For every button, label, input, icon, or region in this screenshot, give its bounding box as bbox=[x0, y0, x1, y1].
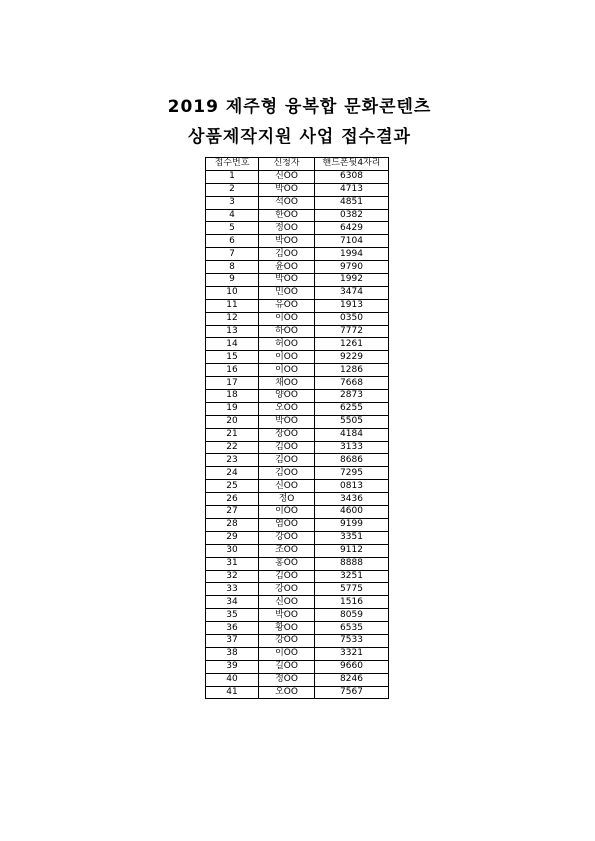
phone-last4-cell: 8686 bbox=[315, 454, 389, 467]
receipt-number-cell: 3 bbox=[206, 196, 259, 209]
phone-last4-cell: 5505 bbox=[315, 415, 389, 428]
table-row bbox=[206, 222, 389, 235]
table-row bbox=[206, 183, 389, 196]
header-receipt-number: 접수번호 bbox=[206, 158, 259, 171]
table-row bbox=[206, 415, 389, 428]
table-row bbox=[206, 286, 389, 299]
applicant-cell: 박OO bbox=[259, 183, 315, 196]
receipt-number-cell: 15 bbox=[206, 351, 259, 364]
phone-last4-cell: 1913 bbox=[315, 299, 389, 312]
receipt-number-cell: 40 bbox=[206, 673, 259, 686]
receipt-number-cell: 37 bbox=[206, 634, 259, 647]
applicant-cell: 윤OO bbox=[259, 261, 315, 274]
phone-last4-cell: 4184 bbox=[315, 428, 389, 441]
receipt-number-cell: 6 bbox=[206, 235, 259, 248]
table-row bbox=[206, 299, 389, 312]
receipt-number-cell: 39 bbox=[206, 660, 259, 673]
receipt-number-cell: 11 bbox=[206, 299, 259, 312]
table-row bbox=[206, 506, 389, 519]
table-row bbox=[206, 402, 389, 415]
table-row bbox=[206, 170, 389, 183]
table-row bbox=[206, 209, 389, 222]
receipt-number-cell: 14 bbox=[206, 338, 259, 351]
receipt-number-cell: 29 bbox=[206, 531, 259, 544]
phone-last4-cell: 8246 bbox=[315, 673, 389, 686]
table-row bbox=[206, 441, 389, 454]
table-row bbox=[206, 544, 389, 557]
table-row bbox=[206, 454, 389, 467]
table-row bbox=[206, 570, 389, 583]
receipt-number-cell: 36 bbox=[206, 622, 259, 635]
receipt-number-cell: 20 bbox=[206, 415, 259, 428]
table-row bbox=[206, 377, 389, 390]
phone-last4-cell: 7668 bbox=[315, 377, 389, 390]
applicant-cell: 오OO bbox=[259, 402, 315, 415]
applicant-cell: 김OO bbox=[259, 454, 315, 467]
title-line-1: 2019 제주형 융복합 문화콘텐츠 bbox=[167, 97, 432, 117]
receipt-number-cell: 19 bbox=[206, 402, 259, 415]
applicant-cell: 염OO bbox=[259, 518, 315, 531]
table-row bbox=[206, 338, 389, 351]
table-row bbox=[206, 235, 389, 248]
applicant-cell: 정OO bbox=[259, 222, 315, 235]
table-row bbox=[206, 274, 389, 287]
phone-last4-cell: 8059 bbox=[315, 609, 389, 622]
receipt-number-cell: 28 bbox=[206, 518, 259, 531]
receipt-number-cell: 7 bbox=[206, 248, 259, 261]
receipt-number-cell: 25 bbox=[206, 480, 259, 493]
title-line-2: 상품제작지원 사업 접수결과 bbox=[188, 127, 411, 147]
receipt-number-cell: 5 bbox=[206, 222, 259, 235]
phone-last4-cell: 3436 bbox=[315, 493, 389, 506]
table-row bbox=[206, 609, 389, 622]
table-row bbox=[206, 557, 389, 570]
applicant-cell: 양OO bbox=[259, 390, 315, 403]
applicant-cell: 황OO bbox=[259, 622, 315, 635]
phone-last4-cell: 1994 bbox=[315, 248, 389, 261]
phone-last4-cell: 6429 bbox=[315, 222, 389, 235]
phone-last4-cell: 9112 bbox=[315, 544, 389, 557]
receipt-number-cell: 21 bbox=[206, 428, 259, 441]
receipt-number-cell: 33 bbox=[206, 583, 259, 596]
receipt-number-cell: 4 bbox=[206, 209, 259, 222]
phone-last4-cell: 7772 bbox=[315, 325, 389, 338]
applicant-cell: 홍OO bbox=[259, 557, 315, 570]
applicant-cell: 민OO bbox=[259, 286, 315, 299]
table-row bbox=[206, 518, 389, 531]
applicant-cell: 허OO bbox=[259, 338, 315, 351]
applicant-cell: 박OO bbox=[259, 415, 315, 428]
applicant-cell: 박OO bbox=[259, 609, 315, 622]
table-row bbox=[206, 467, 389, 480]
table-row bbox=[206, 351, 389, 364]
table-row bbox=[206, 660, 389, 673]
phone-last4-cell: 7104 bbox=[315, 235, 389, 248]
phone-last4-cell: 2873 bbox=[315, 390, 389, 403]
applicant-cell: 김OO bbox=[259, 467, 315, 480]
phone-last4-cell: 4713 bbox=[315, 183, 389, 196]
phone-last4-cell: 3133 bbox=[315, 441, 389, 454]
phone-last4-cell: 1261 bbox=[315, 338, 389, 351]
table-row bbox=[206, 686, 389, 699]
header-phone-last4: 핸드폰뒷4자리 bbox=[315, 158, 389, 171]
receipt-number-cell: 41 bbox=[206, 686, 259, 699]
applicant-cell: 이OO bbox=[259, 506, 315, 519]
table-body bbox=[206, 170, 389, 699]
phone-last4-cell: 3474 bbox=[315, 286, 389, 299]
applicant-cell: 이OO bbox=[259, 351, 315, 364]
table-row bbox=[206, 480, 389, 493]
applicant-cell: 신OO bbox=[259, 170, 315, 183]
receipt-number-cell: 26 bbox=[206, 493, 259, 506]
applicant-cell: 장OO bbox=[259, 428, 315, 441]
receipt-number-cell: 18 bbox=[206, 390, 259, 403]
receipt-number-cell: 27 bbox=[206, 506, 259, 519]
table-row bbox=[206, 634, 389, 647]
applicant-cell: 이OO bbox=[259, 312, 315, 325]
table-row bbox=[206, 325, 389, 338]
receipt-number-cell: 35 bbox=[206, 609, 259, 622]
phone-last4-cell: 4851 bbox=[315, 196, 389, 209]
phone-last4-cell: 3321 bbox=[315, 647, 389, 660]
applicant-cell: 조OO bbox=[259, 544, 315, 557]
applicant-cell: 신OO bbox=[259, 480, 315, 493]
table-row bbox=[206, 364, 389, 377]
phone-last4-cell: 7295 bbox=[315, 467, 389, 480]
phone-last4-cell: 8888 bbox=[315, 557, 389, 570]
receipt-number-cell: 30 bbox=[206, 544, 259, 557]
table-row bbox=[206, 248, 389, 261]
applicant-cell: 김OO bbox=[259, 570, 315, 583]
phone-last4-cell: 7567 bbox=[315, 686, 389, 699]
phone-last4-cell: 9199 bbox=[315, 518, 389, 531]
receipt-number-cell: 2 bbox=[206, 183, 259, 196]
table-row bbox=[206, 428, 389, 441]
applicant-cell: 이OO bbox=[259, 364, 315, 377]
receipt-number-cell: 24 bbox=[206, 467, 259, 480]
applicant-cell: 길OO bbox=[259, 660, 315, 673]
phone-last4-cell: 6255 bbox=[315, 402, 389, 415]
phone-last4-cell: 0350 bbox=[315, 312, 389, 325]
applicant-cell: 유OO bbox=[259, 299, 315, 312]
table-row bbox=[206, 596, 389, 609]
table-row bbox=[206, 312, 389, 325]
applicant-cell: 강OO bbox=[259, 634, 315, 647]
phone-last4-cell: 3251 bbox=[315, 570, 389, 583]
table-row bbox=[206, 647, 389, 660]
receipt-number-cell: 1 bbox=[206, 170, 259, 183]
receipt-number-cell: 13 bbox=[206, 325, 259, 338]
applicant-cell: 석OO bbox=[259, 196, 315, 209]
phone-last4-cell: 1992 bbox=[315, 274, 389, 287]
receipt-number-cell: 16 bbox=[206, 364, 259, 377]
receipt-number-cell: 23 bbox=[206, 454, 259, 467]
phone-last4-cell: 4600 bbox=[315, 506, 389, 519]
phone-last4-cell: 9790 bbox=[315, 261, 389, 274]
phone-last4-cell: 3351 bbox=[315, 531, 389, 544]
applicant-cell: 강OO bbox=[259, 583, 315, 596]
applicant-cell: 오OO bbox=[259, 686, 315, 699]
applicant-cell: 정OO bbox=[259, 673, 315, 686]
phone-last4-cell: 7533 bbox=[315, 634, 389, 647]
header-applicant: 신청자 bbox=[259, 158, 315, 171]
phone-last4-cell: 1516 bbox=[315, 596, 389, 609]
table-row bbox=[206, 196, 389, 209]
phone-last4-cell: 1286 bbox=[315, 364, 389, 377]
receipt-number-cell: 38 bbox=[206, 647, 259, 660]
table-row bbox=[206, 390, 389, 403]
receipt-number-cell: 34 bbox=[206, 596, 259, 609]
phone-last4-cell: 5775 bbox=[315, 583, 389, 596]
table-row bbox=[206, 493, 389, 506]
table-row bbox=[206, 583, 389, 596]
phone-last4-cell: 9660 bbox=[315, 660, 389, 673]
applicant-cell: 채OO bbox=[259, 377, 315, 390]
receipt-number-cell: 9 bbox=[206, 274, 259, 287]
applicant-cell: 한OO bbox=[259, 209, 315, 222]
receipt-number-cell: 22 bbox=[206, 441, 259, 454]
applicant-cell: 김OO bbox=[259, 248, 315, 261]
receipt-number-cell: 8 bbox=[206, 261, 259, 274]
table-row bbox=[206, 261, 389, 274]
applicant-cell: 정O bbox=[259, 493, 315, 506]
phone-last4-cell: 6308 bbox=[315, 170, 389, 183]
receipt-number-cell: 12 bbox=[206, 312, 259, 325]
receipt-number-cell: 31 bbox=[206, 557, 259, 570]
table-row bbox=[206, 531, 389, 544]
applicant-cell: 강OO bbox=[259, 531, 315, 544]
applicant-cell: 이OO bbox=[259, 647, 315, 660]
phone-last4-cell: 9229 bbox=[315, 351, 389, 364]
table-row bbox=[206, 622, 389, 635]
applicant-cell: 하OO bbox=[259, 325, 315, 338]
applicant-cell: 김OO bbox=[259, 441, 315, 454]
phone-last4-cell: 0813 bbox=[315, 480, 389, 493]
applicant-cell: 신OO bbox=[259, 596, 315, 609]
table-row bbox=[206, 673, 389, 686]
receipt-number-cell: 32 bbox=[206, 570, 259, 583]
applicant-cell: 박OO bbox=[259, 235, 315, 248]
phone-last4-cell: 6535 bbox=[315, 622, 389, 635]
table-header-row bbox=[206, 158, 389, 171]
phone-last4-cell: 0382 bbox=[315, 209, 389, 222]
applicant-cell: 박OO bbox=[259, 274, 315, 287]
receipt-number-cell: 10 bbox=[206, 286, 259, 299]
receipt-number-cell: 17 bbox=[206, 377, 259, 390]
results-table bbox=[205, 157, 389, 699]
